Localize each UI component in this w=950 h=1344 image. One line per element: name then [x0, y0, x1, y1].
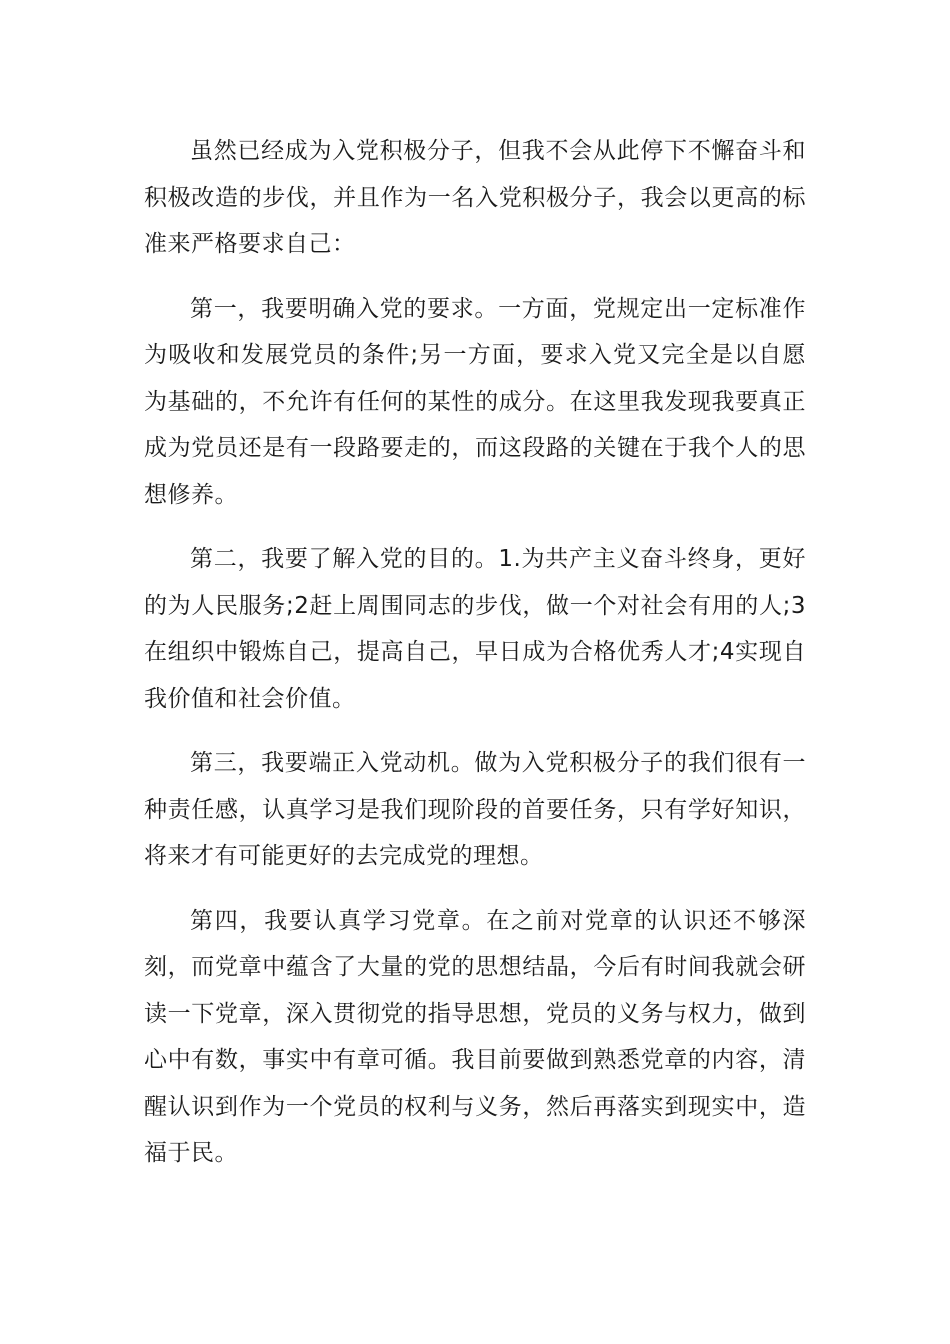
paragraph-second: 第二，我要了解入党的目的。1.为共产主义奋斗终身，更好的为人民服务;2赶上周围同志的步伐，做一个对社会有用的人;3在组织中锻炼自己，提高自己，早日成为合格优秀人才;4实现自我价值和社会价值。 — [144, 546, 806, 712]
paragraph-intro: 虽然已经成为入党积极分子，但我不会从此停下不懈奋斗和积极改造的步伐，并且作为一名入党积极分子，我会以更高的标准来严格要求自己： — [144, 138, 806, 257]
paragraph-third: 第三，我要端正入党动机。做为入党积极分子的我们很有一种责任感，认真学习是我们现阶段的首要任务，只有学好知识，将来才有可能更好的去完成党的理想。 — [144, 750, 806, 869]
document-body — [144, 128, 806, 1195]
paragraph-fourth: 第四，我要认真学习党章。在之前对党章的认识还不够深刻，而党章中蕴含了大量的党的思想结晶，今后有时间我就会研读一下党章，深入贯彻党的指导思想，党员的义务与权力，做到心中有数，事实中有章可循。我目前要做到熟悉党章的内容，清醒认识到作为一个党员的权利与义务，然后再落实到现实中，造福于民。 — [144, 907, 806, 1166]
paragraph-first: 第一，我要明确入党的要求。一方面，党规定出一定标准作为吸收和发展党员的条件;另一方面，要求入党又完全是以自愿为基础的，不允许有任何的某性的成分。在这里我发现我要真正成为党员还是有一段路要走的，而这段路的关键在于我个人的思想修养。 — [144, 295, 806, 508]
